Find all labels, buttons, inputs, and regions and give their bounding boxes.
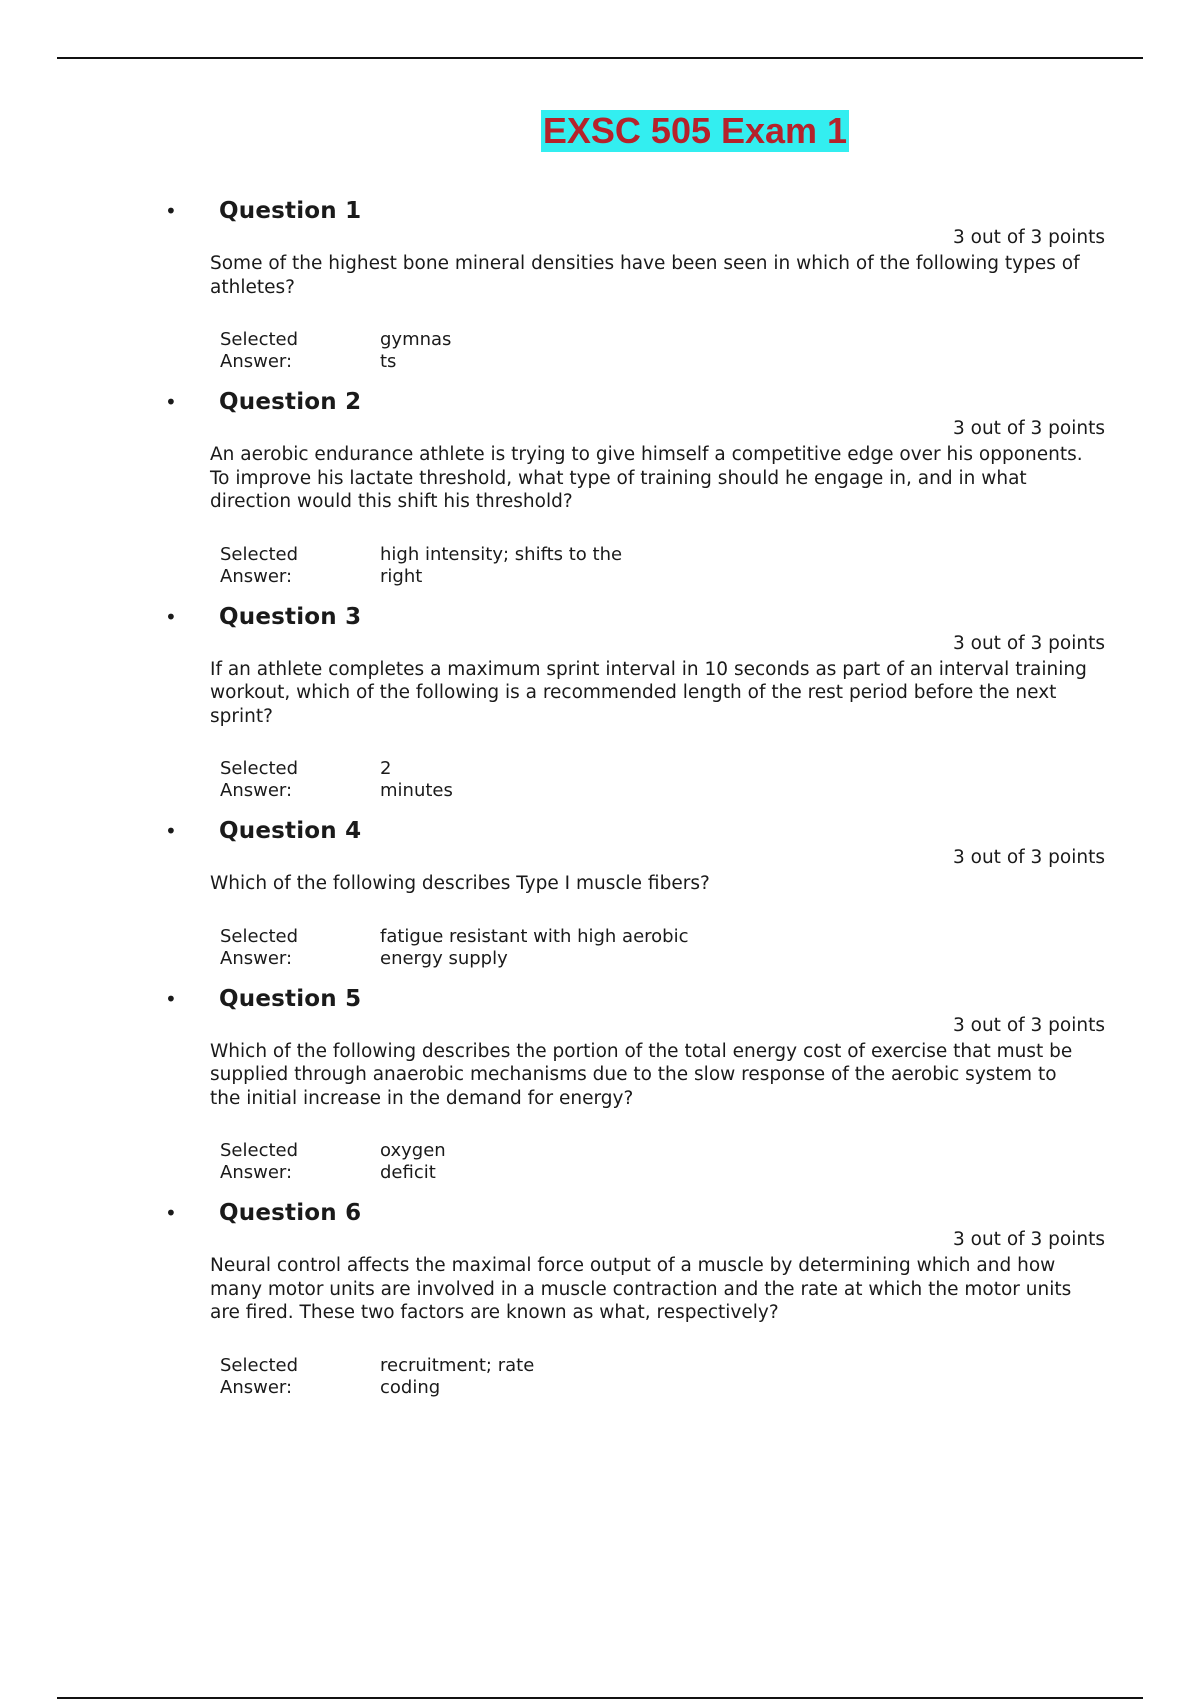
answer-value [380,544,740,588]
top-rule [57,57,1143,59]
answer-label-line: Selected [220,543,299,565]
selected-answer [220,926,1105,970]
question-score: 3 out of 3 points [952,1014,1105,1036]
question-text: Neural control affects the maximal force output of a muscle by determining which and how many motor units are involved in a muscle contraction and the rate at which the motor units are fired. These two factors are known as what, respectively? [210,1255,1072,1323]
answer-label [220,329,380,373]
answer-label [220,926,380,970]
answer-label-line: Answer: [220,1162,293,1183]
bullet-icon: • [165,819,177,843]
answer-value-line: ts [380,351,397,372]
answer-label-line: Selected [220,1140,299,1161]
selected-answer [220,1355,1105,1399]
bullet-icon: • [165,390,177,414]
question-header [160,984,1105,1014]
question-title: Question 2 [219,389,362,415]
bullet-icon: • [165,1201,177,1225]
question-title: Question 6 [219,1200,362,1226]
question-text: Which of the following describes the portion of the total energy cost of exercise that must be supplied through anaerobic mechanisms due to the slow response of the aerobic system to the initial increase in the demand for energy? [210,1040,1073,1109]
document-title: EXSC 505 Exam 1 [542,110,848,151]
question-text: An aerobic endurance athlete is trying to give himself a competitive edge over his opponents. To improve his lactate threshold, what type of training should he engage in, and in what direction would this shift his threshold? [210,444,1083,512]
question-text: Some of the highest bone mineral densities have been seen in which of the following types of athletes? [210,253,1080,298]
question-header [160,816,1105,846]
question-title: Question 4 [219,818,362,844]
selected-answer [220,1140,1105,1184]
question-3 [160,602,1105,803]
question-score: 3 out of 3 points [952,847,1105,868]
bottom-rule [57,1697,1143,1699]
answer-label-line: Answer: [220,565,293,587]
answer-value-line: fatigue resistant with high aerobic [380,925,689,947]
answer-label-line: Selected [220,758,299,779]
answer-value-line: oxygen [380,1140,446,1161]
answer-label-line: Selected [220,329,299,350]
answer-label-line: Selected [220,1354,299,1376]
question-text: Which of the following describes Type I muscle fibers? [210,873,710,894]
answer-label-line: Answer: [220,947,293,969]
question-score: 3 out of 3 points [952,418,1105,439]
answer-value-line: recruitment; rate [380,1354,535,1376]
selected-answer [220,544,1105,588]
question-4 [160,816,1105,970]
question-header [160,387,1105,417]
answer-value [380,758,740,802]
question-1 [160,196,1105,373]
question-5 [160,984,1105,1185]
question-header [160,196,1105,226]
answer-label [220,1355,380,1399]
answer-value [380,1140,740,1184]
answer-value-line: deficit [380,1162,436,1183]
question-title: Question 3 [219,603,362,630]
question-2 [160,387,1105,588]
selected-answer [220,329,1105,373]
answer-value-line: high intensity; shifts to the [380,543,623,565]
question-title: Question 5 [219,985,362,1012]
answer-value-line: energy supply [380,947,508,969]
question-list [0,196,1200,1413]
answer-value [380,926,740,970]
question-6 [160,1198,1105,1399]
question-text: If an athlete completes a maximum sprint interval in 10 seconds as part of an interval training workout, which of the following is a recommended length of the rest period before the next sprint? [210,658,1087,727]
question-title: Question 1 [219,198,362,224]
bullet-icon: • [165,604,177,629]
question-score: 3 out of 3 points [952,1229,1105,1250]
answer-label [220,758,380,802]
answer-label [220,544,380,588]
answer-label-line: Answer: [220,780,293,801]
answer-label-line: Answer: [220,351,293,372]
answer-label [220,1140,380,1184]
question-score: 3 out of 3 points [952,632,1105,654]
bullet-icon: • [165,986,177,1011]
answer-value [380,329,740,373]
title-container [0,110,1200,152]
answer-value-line: coding [380,1376,441,1398]
answer-value-line: gymnas [380,329,452,350]
answer-value-line: minutes [380,780,453,801]
answer-value [380,1355,740,1399]
question-header [160,1198,1105,1228]
answer-label-line: Selected [220,925,299,947]
answer-value-line: 2 [380,758,392,779]
question-score: 3 out of 3 points [952,227,1105,248]
bullet-icon: • [165,199,177,223]
question-header [160,602,1105,632]
answer-label-line: Answer: [220,1376,293,1398]
answer-value-line: right [380,565,423,587]
selected-answer [220,758,1105,802]
